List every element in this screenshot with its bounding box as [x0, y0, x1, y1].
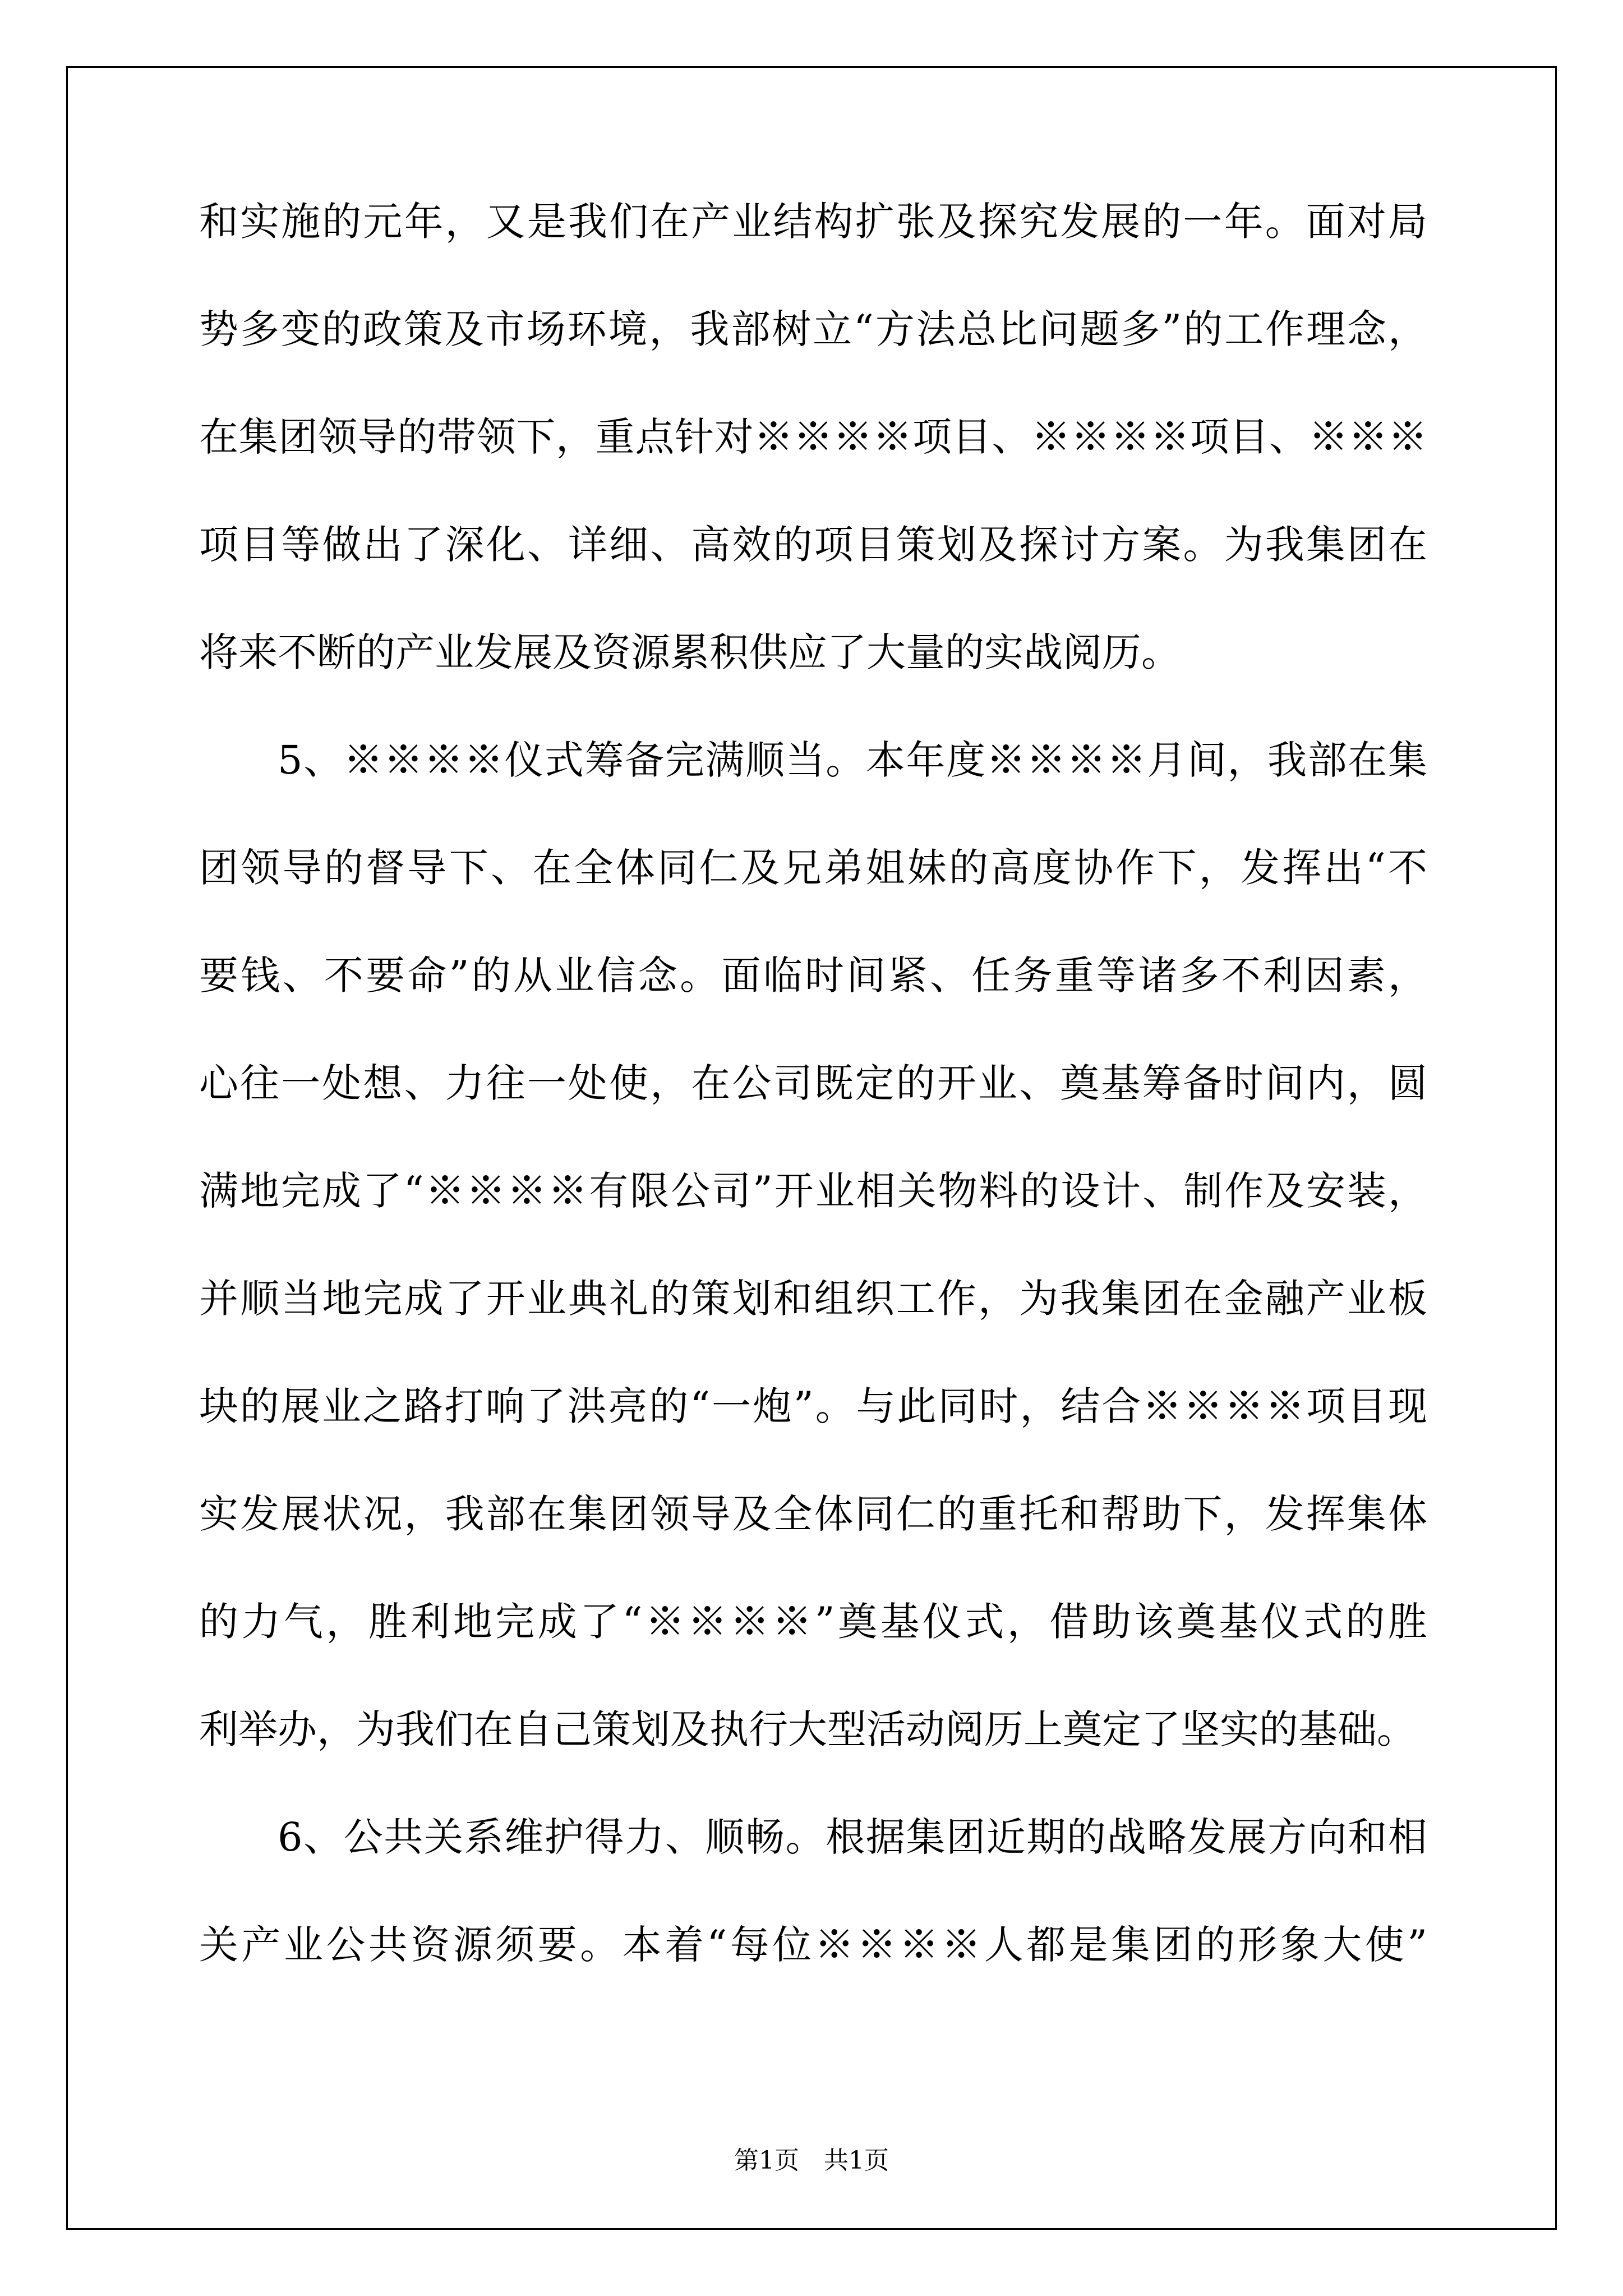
text-line: 6、公共关系维护得力、顺畅。根据集团近期的战略发展方向和相 [278, 1814, 1427, 1860]
text-line: 将来不断的产业发展及资源累积供应了大量的实战阅历。 [199, 629, 1181, 675]
text-line: 块的展业之路打响了洪亮的“一炮”。与此同时，结合※※※※项目现 [199, 1383, 1427, 1429]
text-line: 项目等做出了深化、详细、高效的项目策划及探讨方案。为我集团在 [199, 522, 1427, 568]
text-line: 利举办，为我们在自己策划及执行大型活动阅历上奠定了坚实的基础。 [199, 1706, 1416, 1752]
document-body [199, 199, 1427, 2033]
text-line: 的力气，胜利地完成了“※※※※”奠基仪式，借助该奠基仪式的胜 [199, 1599, 1427, 1645]
text-line: 在集团领导的带领下，重点针对※※※※项目、※※※※项目、※※※ [199, 414, 1427, 460]
text-line: 和实施的元年，又是我们在产业结构扩张及探究发展的一年。面对局 [199, 199, 1427, 245]
page-footer: 第1页 共1页 [734, 2146, 889, 2175]
text-line: 心往一处想、力往一处使，在公司既定的开业、奠基筹备时间内，圆 [199, 1060, 1427, 1106]
text-line: 实发展状况，我部在集团领导及全体同仁的重托和帮助下，发挥集体 [199, 1491, 1427, 1537]
text-line: 关产业公共资源须要。本着“每位※※※※人都是集团的形象大使” [199, 1922, 1427, 1968]
text-line: 要钱、不要命”的从业信念。面临时间紧、任务重等诸多不利因素， [199, 953, 1427, 999]
text-line: 满地完成了“※※※※有限公司”开业相关物料的设计、制作及安装， [199, 1168, 1427, 1214]
text-line: 势多变的政策及市场环境，我部树立“方法总比问题多”的工作理念， [199, 306, 1427, 352]
text-line: 团领导的督导下、在全体同仁及兄弟姐妹的高度协作下，发挥出“不 [199, 845, 1427, 891]
text-line: 5、※※※※仪式筹备完满顺当。本年度※※※※月间，我部在集 [278, 737, 1427, 783]
text-line: 并顺当地完成了开业典礼的策划和组织工作，为我集团在金融产业板 [199, 1276, 1427, 1322]
